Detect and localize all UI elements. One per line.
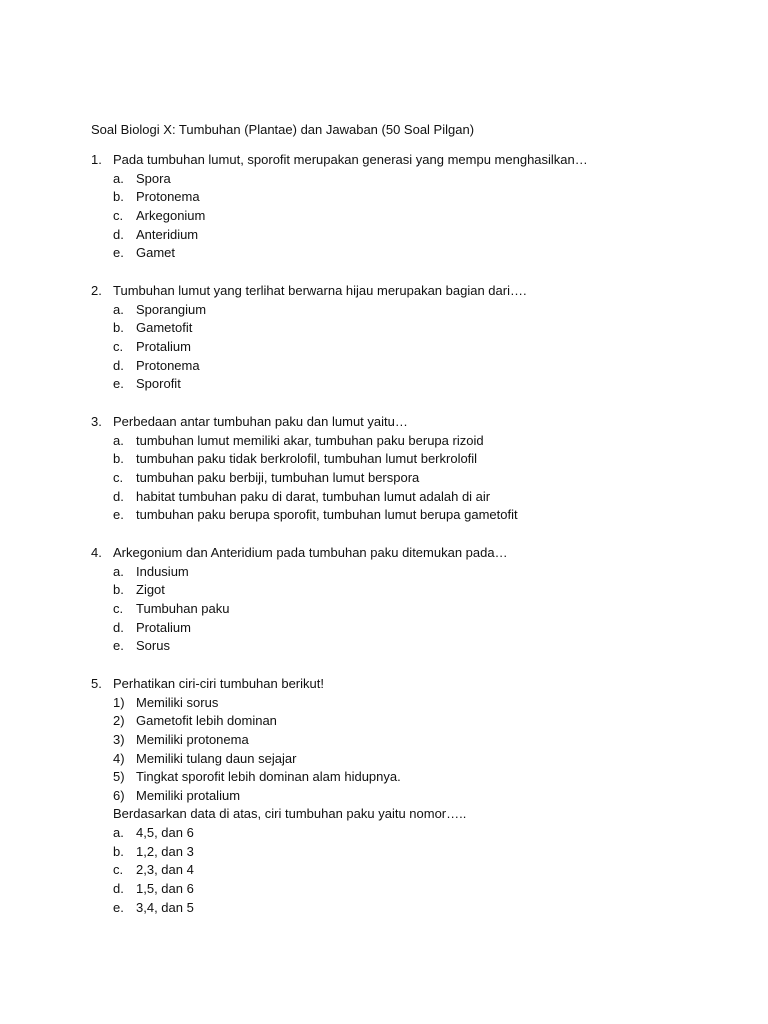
statement-text: Memiliki protonema (136, 731, 249, 747)
option-label: d. (113, 488, 124, 504)
question-number: 2. (91, 283, 102, 298)
option-text: Tumbuhan paku (136, 600, 230, 616)
option-label: c. (113, 207, 124, 223)
option-text: Protonema (136, 189, 200, 205)
option-c (91, 600, 731, 619)
option-label: b. (113, 189, 124, 205)
option-text: tumbuhan paku tidak berkrolofil, tumbuhan lumut berkrolofil (136, 451, 478, 467)
question-number: 1. (91, 152, 102, 167)
option-a (91, 432, 731, 451)
question-1 (91, 151, 731, 263)
option-e (91, 899, 731, 918)
option-text: Indusium (136, 563, 189, 579)
option-c (91, 861, 731, 880)
option-label: d. (113, 357, 124, 373)
option-label: e. (113, 507, 124, 523)
question-stem (91, 282, 731, 301)
statement-text: Tingkat sporofit lebih dominan alam hidupnya. (136, 769, 401, 785)
option-label: c. (113, 600, 124, 616)
option-label: e. (113, 376, 124, 392)
option-label: a. (113, 301, 124, 317)
question-stem (91, 413, 731, 432)
option-text: Protonema (136, 357, 200, 373)
option-label: b. (113, 320, 124, 336)
option-e (91, 244, 731, 263)
option-label: a. (113, 432, 124, 448)
option-text: Gametofit (136, 320, 193, 336)
option-text: habitat tumbuhan paku di darat, tumbuhan lumut adalah di air (136, 488, 491, 504)
statement-text: Memiliki tulang daun sejajar (136, 750, 297, 766)
statement-4 (91, 750, 731, 769)
option-text: Sporangium (136, 301, 207, 317)
option-label: d. (113, 881, 124, 897)
option-label: c. (113, 338, 124, 354)
option-text: Protalium (136, 338, 191, 354)
question-text: Perhatikan ciri-ciri tumbuhan berikut! (113, 676, 324, 691)
question-number: 4. (91, 545, 102, 560)
option-text: Gamet (136, 245, 176, 261)
option-label: a. (113, 170, 124, 186)
option-a (91, 563, 731, 582)
statement-5 (91, 768, 731, 787)
option-b (91, 843, 731, 862)
option-a (91, 824, 731, 843)
option-text: Sporofit (136, 376, 181, 392)
option-text: Protalium (136, 619, 191, 635)
option-c (91, 469, 731, 488)
option-label: c. (113, 862, 124, 878)
option-d (91, 880, 731, 899)
option-text: Spora (136, 170, 171, 186)
option-d (91, 357, 731, 376)
question-5 (91, 675, 731, 917)
statement-text: Memiliki sorus (136, 694, 219, 710)
statement-text: Memiliki protalium (136, 787, 241, 803)
option-label: b. (113, 582, 124, 598)
option-label: b. (113, 843, 124, 859)
option-label: e. (113, 638, 124, 654)
option-label: a. (113, 563, 124, 579)
option-text: tumbuhan paku berupa sporofit, tumbuhan lumut berupa gametofit (136, 507, 518, 523)
statement-label: 1) (113, 694, 125, 710)
option-a (91, 301, 731, 320)
option-d (91, 488, 731, 507)
option-text: 4,5, dan 6 (136, 825, 194, 841)
statement-3 (91, 731, 731, 750)
option-b (91, 188, 731, 207)
statement-2 (91, 712, 731, 731)
option-c (91, 338, 731, 357)
document-title: Soal Biologi X: Tumbuhan (Plantae) dan Jawaban (50 Soal Pilgan) (91, 122, 475, 137)
statement-label: 5) (113, 769, 125, 785)
option-b (91, 450, 731, 469)
question-3 (91, 413, 731, 525)
option-label: b. (113, 451, 124, 467)
option-d (91, 619, 731, 638)
option-text: Sorus (136, 638, 170, 654)
question-number: 5. (91, 676, 102, 691)
statement-label: 2) (113, 713, 125, 729)
statement-text: Gametofit lebih dominan (136, 713, 277, 729)
option-text: Arkegonium (136, 207, 206, 223)
option-label: e. (113, 245, 124, 261)
question-text: Perbedaan antar tumbuhan paku dan lumut yaitu… (113, 414, 408, 429)
question-stem (91, 544, 731, 563)
option-c (91, 207, 731, 226)
option-text: 1,5, dan 6 (136, 881, 194, 897)
question-prompt (91, 805, 731, 824)
option-text: Anteridium (136, 226, 199, 242)
option-label: a. (113, 825, 124, 841)
option-e (91, 375, 731, 394)
option-a (91, 170, 731, 189)
option-text: 1,2, dan 3 (136, 843, 194, 859)
statement-1 (91, 694, 731, 713)
question-text: Arkegonium dan Anteridium pada tumbuhan paku ditemukan pada… (113, 545, 508, 560)
option-text: 3,4, dan 5 (136, 899, 194, 915)
prompt-text: Berdasarkan data di atas, ciri tumbuhan paku yaitu nomor….. (113, 806, 467, 822)
question-number: 3. (91, 414, 102, 429)
option-label: d. (113, 619, 124, 635)
question-2 (91, 282, 731, 394)
option-d (91, 226, 731, 245)
statement-label: 6) (113, 787, 125, 803)
option-e (91, 506, 731, 525)
option-text: Zigot (136, 582, 165, 598)
option-label: e. (113, 899, 124, 915)
option-label: d. (113, 226, 124, 242)
statement-label: 4) (113, 750, 125, 766)
option-label: c. (113, 469, 124, 485)
question-text: Pada tumbuhan lumut, sporofit merupakan generasi yang mempu menghasilkan… (113, 152, 588, 167)
option-e (91, 637, 731, 656)
question-stem (91, 151, 731, 170)
question-4 (91, 544, 731, 656)
option-text: tumbuhan paku berbiji, tumbuhan lumut berspora (136, 469, 420, 485)
option-b (91, 319, 731, 338)
statement-label: 3) (113, 731, 125, 747)
statement-6 (91, 787, 731, 806)
option-text: 2,3, dan 4 (136, 862, 194, 878)
question-stem (91, 675, 731, 694)
option-b (91, 581, 731, 600)
option-text: tumbuhan lumut memiliki akar, tumbuhan paku berupa rizoid (136, 432, 484, 448)
question-text: Tumbuhan lumut yang terlihat berwarna hijau merupakan bagian dari…. (113, 283, 527, 298)
